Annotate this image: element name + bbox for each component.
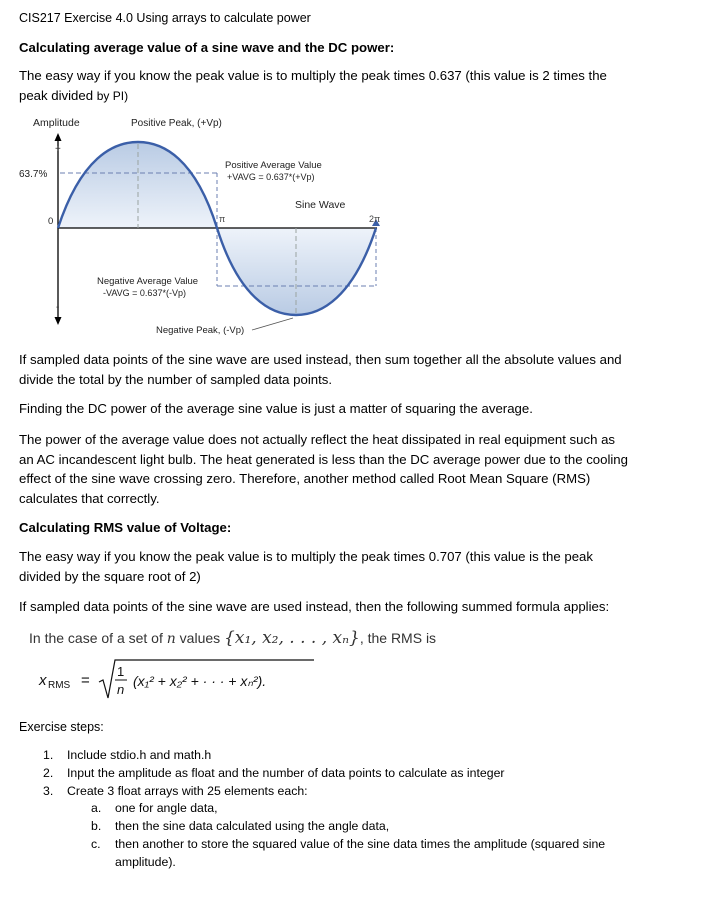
substep-text: then the sine data calculated using the angle data, (115, 819, 390, 834)
zero-label: 0 (48, 216, 54, 227)
document-title: CIS217 Exercise 4.0 Using arrays to calculate power (19, 11, 311, 25)
sine-wave-figure (19, 114, 419, 344)
step-item (19, 783, 679, 801)
sampled-line-1: If sampled data points of the sine wave are used instead, then sum together all the absolute values and (19, 352, 622, 367)
intro-average-paragraph (19, 66, 659, 106)
substep-item (19, 854, 679, 872)
heat-line-1: The power of the average value does not actually reflect the heat dissipated in real equipment such as (19, 432, 616, 447)
rms-easy-line-1: The easy way if you know the peak value is to multiply the peak times 0.707 (this value is the peak (19, 549, 593, 564)
exercise-steps-title: Exercise steps: (19, 720, 104, 734)
intro-line-2 (19, 86, 659, 107)
formula-frac-num: 1 (117, 664, 125, 679)
heat-line-3: effect of the sine wave crossing zero. Therefore, another method called Root Mean Square (RMS) (19, 471, 591, 486)
formula-intro-n: n (166, 631, 176, 647)
negative-peak-leader (252, 318, 293, 330)
heat-line-2: an AC incandescent light bulb. The heat generated is less than the DC average power due to the cooling (19, 451, 628, 467)
axis-minus-sign: - (56, 302, 60, 313)
sampled-line-2: divide the total by the number of sampled data points. (19, 371, 333, 387)
formula-lhs-sub: RMS (48, 680, 71, 691)
formula-body: (x₁² + x₂² + · · · + xₙ²). (133, 673, 267, 689)
axis-arrow-up (55, 133, 62, 141)
step-item (19, 765, 679, 783)
substep-item (19, 800, 679, 818)
negative-average-title: Negative Average Value (97, 276, 199, 287)
formula-intro-text-c: , the RMS is (359, 630, 437, 646)
rms-easy-paragraph (19, 547, 659, 586)
substep-item (19, 818, 679, 836)
substep-letter: b. (91, 819, 102, 834)
rms-formula-block (19, 628, 679, 708)
axis-arrow-down (55, 317, 62, 325)
formula-intro (29, 628, 436, 648)
substep-letter: c. (91, 836, 101, 851)
heat-line-4: calculates that correctly. (19, 490, 160, 506)
formula-lhs: x (39, 672, 47, 689)
rms-formula (29, 656, 349, 702)
sine-wave-label: Sine Wave (295, 199, 346, 211)
step-number: 3. (43, 783, 54, 798)
step-number: 1. (43, 748, 54, 762)
heading-average-value: Calculating average value of a sine wave and the DC power: (19, 40, 395, 55)
positive-average-formula: +VAVG = 0.637*(+Vp) (227, 172, 315, 182)
substep-letter: a. (91, 801, 102, 816)
axis-plus-sign: + (55, 144, 61, 155)
exercise-steps-list (19, 747, 679, 872)
heading-rms: Calculating RMS value of Voltage: (19, 520, 232, 535)
rms-sampled-paragraph: If sampled data points of the sine wave are used instead, then the following summed formula applies: (19, 599, 610, 614)
amplitude-label: Amplitude (33, 117, 80, 129)
intro-line-2-tail: by PI) (96, 88, 129, 103)
positive-peak-label: Positive Peak, (+Vp) (131, 118, 222, 129)
intro-line-2-text: peak divided (19, 87, 94, 103)
sampled-average-paragraph (19, 350, 669, 389)
step-text: Create 3 float arrays with 25 elements each: (67, 783, 308, 798)
formula-frac-den: n (117, 682, 125, 697)
heat-paragraph (19, 430, 669, 508)
negative-average-formula: -VAVG = 0.637*(-Vp) (103, 288, 186, 298)
pct-label: 63.7% (19, 169, 48, 180)
formula-intro-text-a: In the case of a set of (29, 630, 167, 646)
two-pi-label: 2π (369, 214, 381, 224)
formula-intro-text-b: values (175, 630, 225, 646)
positive-average-title: Positive Average Value (225, 160, 322, 171)
intro-line-1: The easy way if you know the peak value is to multiply the peak times 0.637 (this value is 2 times the (19, 68, 607, 83)
formula-equals: = (81, 672, 90, 689)
step-text: Input the amplitude as float and the number of data points to calculate as integer (67, 765, 505, 780)
substep-text: amplitude). (115, 854, 176, 869)
pi-label: π (219, 214, 226, 224)
step-text: Include stdio.h and math.h (67, 748, 212, 762)
step-number: 2. (43, 765, 54, 780)
substep-text: one for angle data, (115, 801, 218, 816)
negative-peak-label: Negative Peak, (-Vp) (156, 325, 245, 336)
rms-easy-line-2: divided by the square root of 2) (19, 568, 201, 584)
step-item (19, 747, 679, 765)
formula-intro-set: {x₁, x₂, . . . , xₙ} (224, 628, 360, 648)
dc-power-paragraph: Finding the DC power of the average sine value is just a matter of squaring the average. (19, 401, 533, 416)
substep-text: then another to store the squared value of the sine data times the amplitude (squared sine (115, 836, 606, 851)
substep-item (19, 836, 679, 854)
